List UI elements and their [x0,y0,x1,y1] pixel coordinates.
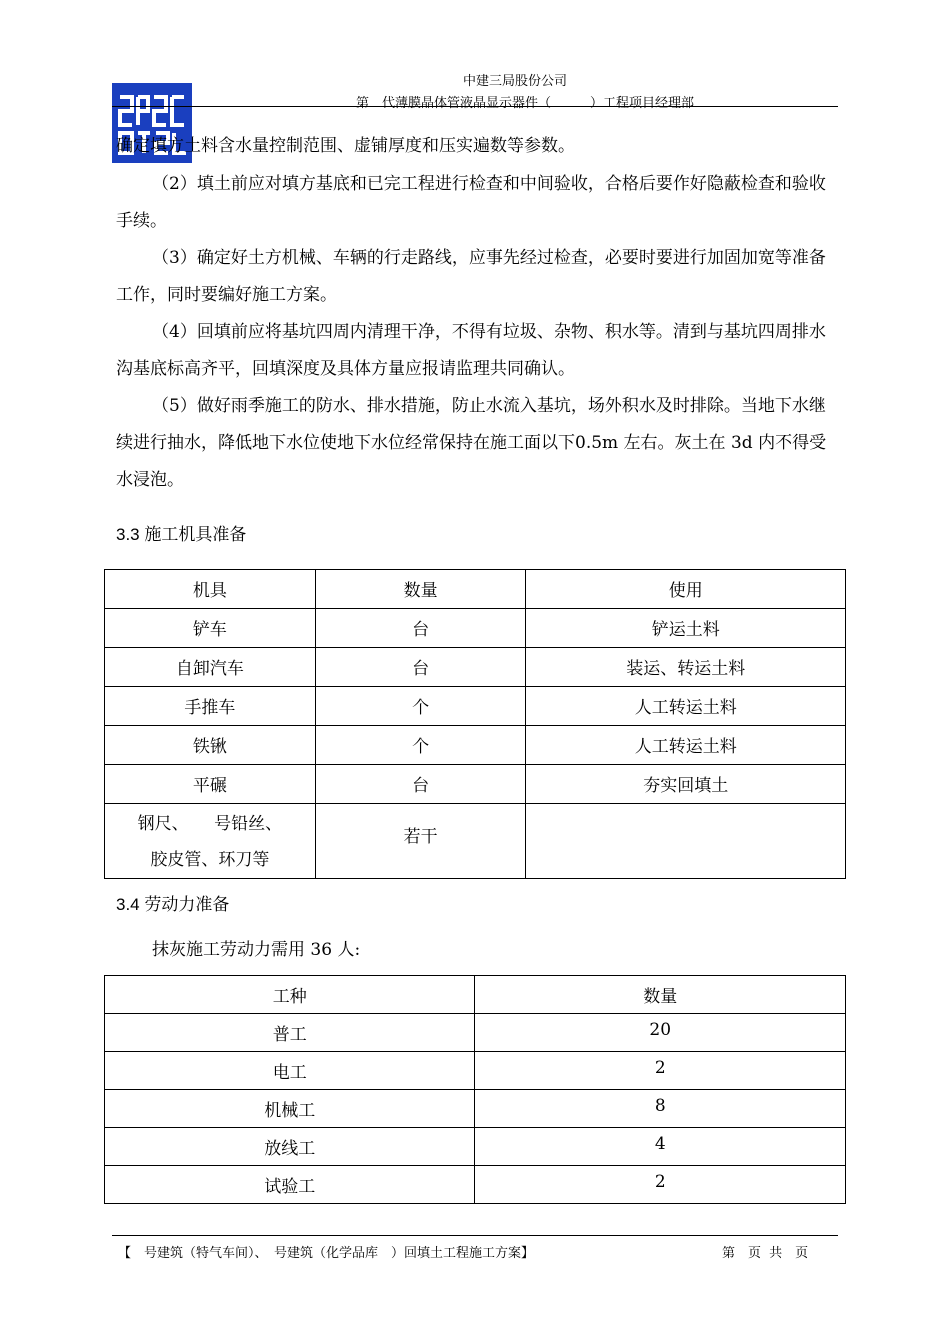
table-cell: 人工转运土料 [526,726,846,765]
paragraph-5: （5）做好雨季施工的防水、排水措施，防止水流入基坑，场外积水及时排除。当地下水继续进行抽水，降低地下水位使地下水位经常保持在施工面以下0.5m 左右。灰土在 3d 内不得受水浸泡。 [116,396,827,490]
table-cell: 个 [315,687,526,726]
header-cell: 数量 [315,570,526,609]
table-row [105,1014,846,1052]
section-title-3-4: 3.4 劳动力准备 [116,895,230,914]
header-cell: 数量 [475,976,846,1014]
paragraph-2: （2）填土前应对填方基底和已完工程进行检查和中间验收，合格后要作好隐蔽检查和验收手续。 [116,174,826,231]
table-cell: 电工 [105,1052,475,1090]
table-cell: 台 [315,648,526,687]
table-header-row [105,976,846,1014]
section-title-3-3: 3.3 施工机具准备 [116,525,247,544]
header-project: 第 代薄膜晶体管液晶显示器件（ ）工程项目经理部 [355,96,694,111]
table-cell: 试验工 [105,1166,475,1204]
table-cell: 2 [475,1166,846,1204]
table-row [105,765,846,804]
table-row [105,804,846,879]
header-cell: 使用 [526,570,846,609]
table-row [105,1090,846,1128]
labor-intro: 抹灰施工劳动力需用 36 人: [152,940,361,960]
table-cell: 台 [315,609,526,648]
table-header-row [105,570,846,609]
labor-table [104,975,846,1204]
table-row [105,1128,846,1166]
table-cell: 若干 [315,804,526,879]
table-cell: 铲车 [105,609,316,648]
table-cell: 4 [475,1128,846,1166]
table-cell: 夯实回填土 [526,765,846,804]
paragraph-4: （4）回填前应将基坑四周内清理干净，不得有垃圾、杂物、积水等。清到与基坑四周排水沟基底标高齐平，回填深度及具体方量应报请监理共同确认。 [116,322,826,379]
table-cell: 自卸汽车 [105,648,316,687]
table-row [105,648,846,687]
table-row [105,1052,846,1090]
header-company: 中建三局股份公司 [462,74,567,89]
header-divider [112,106,838,107]
table-row [105,687,846,726]
table-row [105,609,846,648]
table-cell: 机械工 [105,1090,475,1128]
table-cell: 普工 [105,1014,475,1052]
table-cell: 放线工 [105,1128,475,1166]
table-cell: 铁锹 [105,726,316,765]
footer-page-number: 第 页 共 页 [722,1246,809,1261]
header-cell: 机具 [105,570,316,609]
table-row [105,726,846,765]
table-cell: 个 [315,726,526,765]
paragraph-continuation: 确定填方土料含水量控制范围、虚铺厚度和压实遍数等参数。 [116,136,575,156]
table-cell [526,804,846,879]
footer-divider [112,1235,838,1236]
table-cell: 台 [315,765,526,804]
table-cell: 平碾 [105,765,316,804]
table-cell: 20 [475,1014,846,1052]
table-cell: 钢尺、 号铅丝、胶皮管、环刀等 [105,804,316,879]
table-cell: 2 [475,1052,846,1090]
table-cell: 手推车 [105,687,316,726]
table-cell: 铲运土料 [526,609,846,648]
table-cell: 8 [475,1090,846,1128]
table-cell: 人工转运土料 [526,687,846,726]
footer-document-title: 【 号建筑（特气车间）、 号建筑（化学品库 ）回填土工程施工方案】 [118,1246,535,1261]
table-cell: 装运、转运土料 [526,648,846,687]
paragraph-3: （3）确定好土方机械、车辆的行走路线，应事先经过检查，必要时要进行加固加宽等准备工作，同时要编好施工方案。 [116,248,826,305]
table-row [105,1166,846,1204]
equipment-table [104,569,846,879]
header-cell: 工种 [105,976,475,1014]
